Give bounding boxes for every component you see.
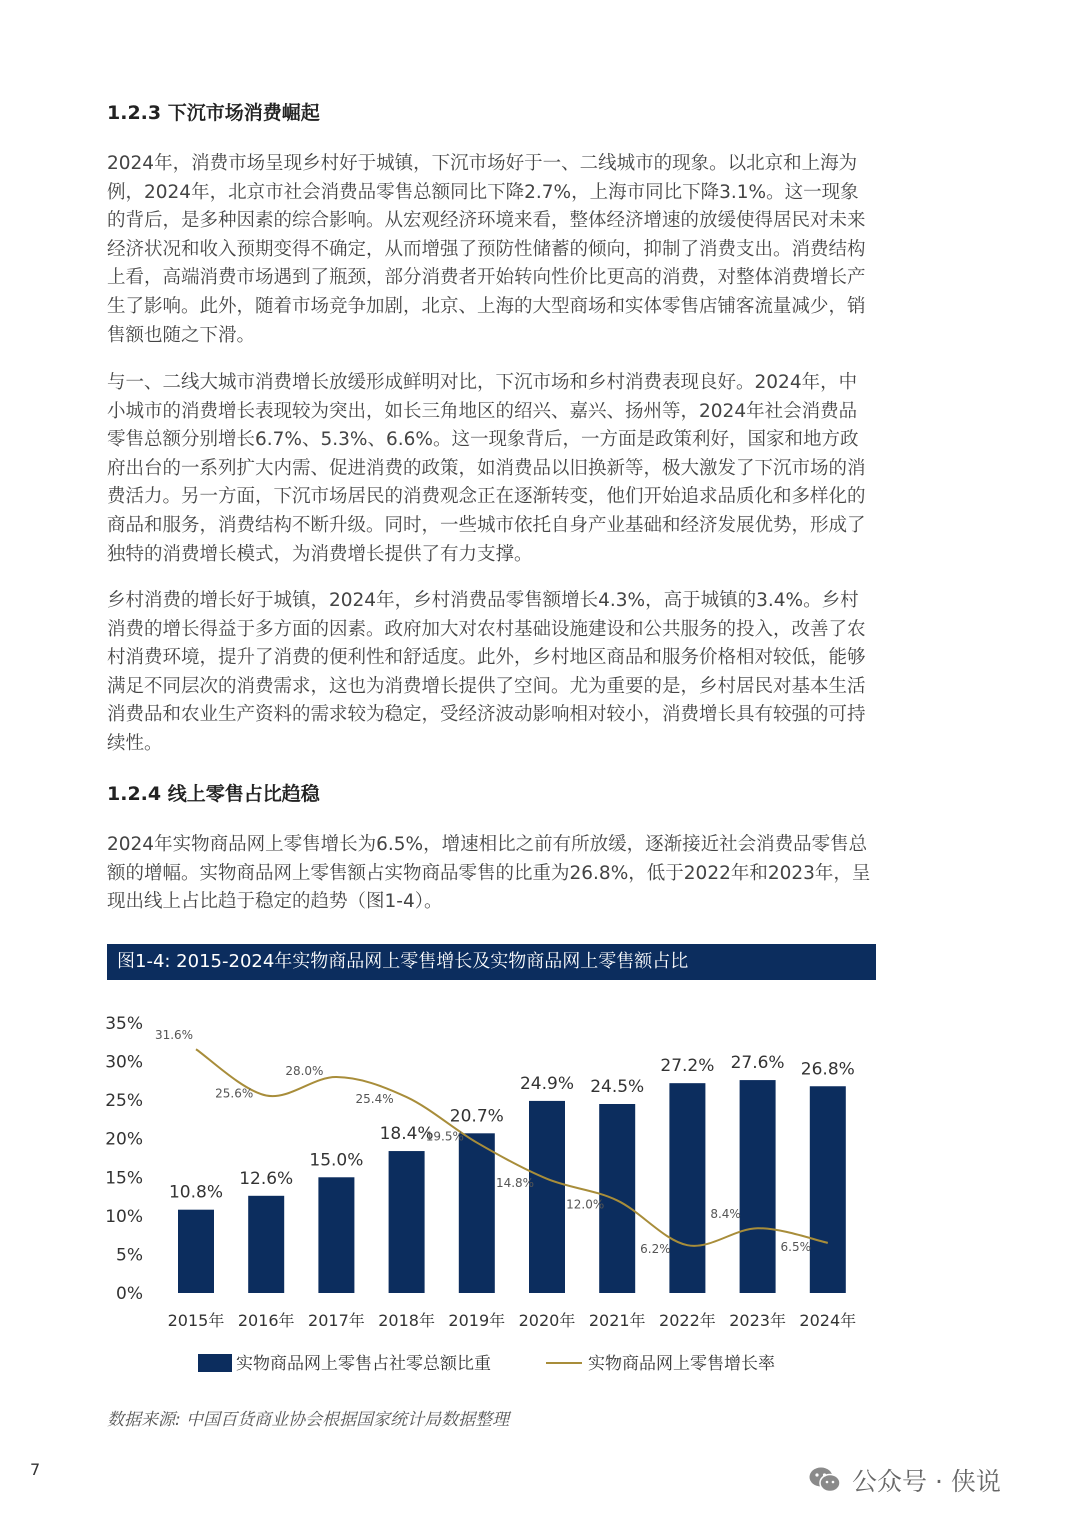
x-tick-label: 2018年 bbox=[378, 1311, 435, 1330]
legend-label: 实物商品网上零售占社零总额比重 bbox=[236, 1354, 491, 1374]
x-tick-label: 2020年 bbox=[518, 1311, 576, 1330]
bar bbox=[740, 1080, 776, 1293]
line-value-label: 19.5% bbox=[425, 1129, 464, 1144]
y-tick-label: 10% bbox=[105, 1206, 143, 1227]
bar bbox=[529, 1101, 565, 1293]
bar bbox=[389, 1151, 425, 1293]
page-number: 7 bbox=[30, 1460, 41, 1479]
x-tick-label: 2019年 bbox=[448, 1311, 506, 1330]
line-value-label: 25.6% bbox=[215, 1086, 254, 1101]
x-tick-label: 2016年 bbox=[237, 1311, 295, 1330]
section-heading-1-2-3: 1.2.3 下沉市场消费崛起 bbox=[107, 102, 320, 124]
figure-title: 图1-4: 2015-2024年实物商品网上零售增长及实物商品网上零售额占比 bbox=[107, 944, 876, 980]
bar-value-label: 10.8% bbox=[168, 1182, 224, 1203]
bar bbox=[459, 1133, 495, 1293]
x-tick-label: 2022年 bbox=[659, 1311, 716, 1330]
y-tick-label: 0% bbox=[116, 1284, 143, 1304]
bar bbox=[318, 1177, 354, 1293]
bar-value-label: 18.4% bbox=[379, 1124, 434, 1145]
bar bbox=[669, 1083, 705, 1293]
paragraph: 与一、二线大城市消费增长放缓形成鲜明对比，下沉市场和乡村消费表现良好。2024年，中小城市的消费增长表现较为突出，如长三角地区的绍兴、嘉兴、扬州等，2024年社会消费品零售总额分别增长6.7%、5.3%、6.6%。这一现象背后，一方面是政策利好，国家和地方政府出台的一系列扩大内需、促进消费的政策，如消费品以旧换新等，极大激发了下沉市场的消费活力。另一方面，下沉市场居民的消费观念正在逐渐转变，他们开始追求品质化和多样化的商品和服务，消费结构不断升级。同时，一些城市依托自身产业基础和经济发展优势，形成了独特的消费增长模式，为消费增长提供了有力支撑。 bbox=[107, 372, 866, 565]
x-tick-label: 2017年 bbox=[308, 1311, 365, 1330]
y-tick-label: 25% bbox=[105, 1091, 143, 1112]
y-tick-label: 35% bbox=[105, 1014, 143, 1034]
x-tick-label: 2015年 bbox=[167, 1311, 225, 1330]
bar bbox=[248, 1196, 284, 1293]
bar-value-label: 24.5% bbox=[590, 1077, 645, 1097]
bar-value-label: 27.6% bbox=[730, 1053, 785, 1074]
bar-value-label: 24.9% bbox=[519, 1073, 575, 1094]
bar bbox=[178, 1210, 214, 1293]
line-value-label: 25.4% bbox=[355, 1092, 394, 1107]
y-tick-label: 5% bbox=[116, 1245, 143, 1266]
watermark bbox=[808, 1462, 1001, 1498]
paragraph: 2024年，消费市场呈现乡村好于城镇，下沉市场好于一、二线城市的现象。以北京和上海为例，2024年，北京市社会消费品零售总额同比下降2.7%，上海市同比下降3.1%。这一现象的背后，是多种因素的综合影响。从宏观经济环境来看，整体经济增速的放缓使得居民对未来经济状况和收入预期变得不确定，从而增强了预防性储蓄的倾向，抑制了消费支出。消费结构上看，高端消费市场遇到了瓶颈，部分消费者开始转向性价比更高的消费，对整体消费增长产生了影响。此外，随着市场竞争加剧，北京、上海的大型商场和实体零售店铺客流量减少，销售额也随之下滑。 bbox=[107, 153, 866, 346]
bar bbox=[810, 1086, 846, 1293]
line-value-label: 31.6% bbox=[154, 1028, 194, 1043]
line-value-label: 6.2% bbox=[640, 1242, 671, 1257]
wechat-icon bbox=[808, 1466, 842, 1494]
legend-label: 实物商品网上零售增长率 bbox=[588, 1354, 775, 1374]
watermark-text: 公众号 · 侠说 bbox=[852, 1467, 1001, 1496]
bar-value-label: 27.2% bbox=[660, 1056, 715, 1077]
data-source-note: 数据来源: 中国百货商业协会根据国家统计局数据整理 bbox=[107, 1410, 510, 1430]
line-value-label: 8.4% bbox=[710, 1207, 741, 1222]
bar-value-label: 20.7% bbox=[449, 1106, 504, 1127]
bar-value-label: 15.0% bbox=[309, 1150, 364, 1171]
legend-swatch-bar bbox=[198, 1354, 232, 1372]
line-value-label: 28.0% bbox=[285, 1064, 324, 1078]
y-tick-label: 15% bbox=[105, 1168, 143, 1189]
bar-value-label: 26.8% bbox=[800, 1059, 855, 1080]
x-tick-label: 2021年 bbox=[588, 1311, 646, 1330]
bar-value-label: 12.6% bbox=[239, 1168, 294, 1189]
x-tick-label: 2023年 bbox=[729, 1311, 786, 1330]
paragraph: 乡村消费的增长好于城镇，2024年，乡村消费品零售额增长4.3%，高于城镇的3.4%。乡村消费的增长得益于多方面的因素。政府加大对农村基础设施建设和公共服务的投入，改善了农村消费环境，提升了消费的便利性和舒适度。此外，乡村地区商品和服务价格相对较低，能够满足不同层次的消费需求，这也为消费增长提供了空间。尤为重要的是，乡村居民对基本生活消费品和农业生产资料的需求较为稳定，受经济波动影响相对较小，消费增长具有较强的可持续性。 bbox=[107, 590, 866, 754]
line-value-label: 6.5% bbox=[780, 1239, 812, 1254]
line-value-label: 12.0% bbox=[566, 1197, 605, 1212]
section-heading-1-2-4: 1.2.4 线上零售占比趋稳 bbox=[107, 783, 320, 805]
y-tick-label: 20% bbox=[105, 1129, 143, 1150]
line-value-label: 14.8% bbox=[495, 1175, 535, 1190]
combo-chart bbox=[0, 990, 1080, 1390]
y-tick-label: 30% bbox=[105, 1052, 143, 1073]
x-tick-label: 2024年 bbox=[799, 1311, 857, 1330]
bar bbox=[599, 1104, 635, 1293]
paragraph: 2024年实物商品网上零售增长为6.5%，增速相比之前有所放缓，逐渐接近社会消费品零售总额的增幅。实物商品网上零售额占实物商品零售的比重为26.8%，低于2022年和2023年，呈现出线上占比趋于稳定的趋势（图1-4）。 bbox=[107, 834, 871, 913]
